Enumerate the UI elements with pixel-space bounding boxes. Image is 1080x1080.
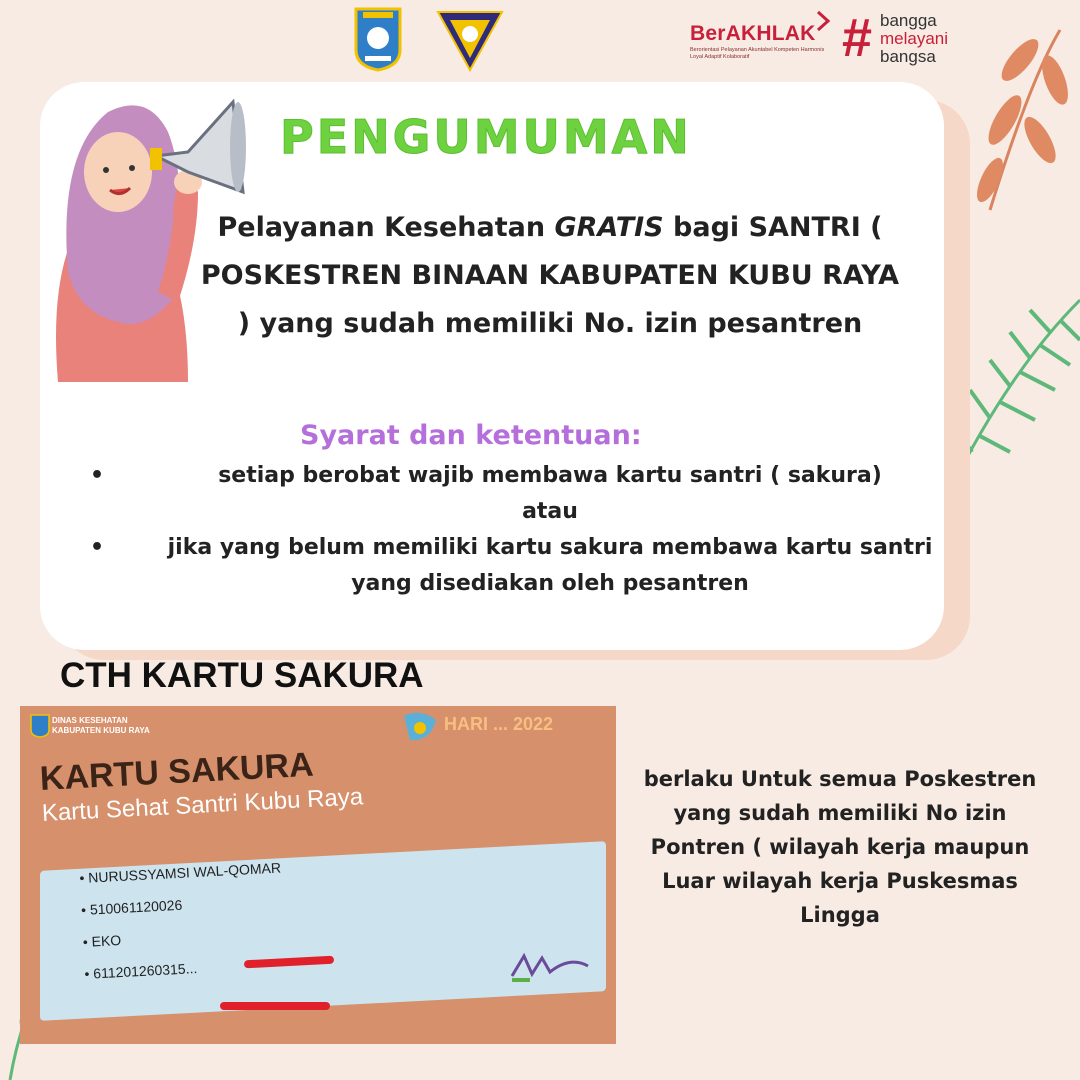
announcement-body: Pelayanan Kesehatan GRATIS bagi SANTRI ( POSKESTREN BINAAN KABUPATEN KUBU RAYA ) yang sudah memiliki No. izin pesantren (200, 212, 900, 339)
melayani-word: melayani (880, 29, 949, 48)
bangga-melayani-bangsa-logo (880, 12, 948, 66)
leaf-decoration-top-right (960, 20, 1080, 220)
field-parent: • EKO (82, 915, 285, 958)
validity-note: berlaku Untuk semua Poskestren yang sudah memiliki No izin Pontren ( wilayah kerja maupun Luar wilayah kerja Puskesmas Lingga (643, 767, 1037, 927)
kartu-title: KARTU SAKURA (38, 745, 315, 798)
kabupaten-small-logo (30, 714, 50, 738)
terms-item-1: • setiap berobat wajib membawa kartu santri ( sakura) (80, 458, 940, 494)
terms-list (80, 458, 940, 602)
kartu-subtitle: Kartu Sehat Santri Kubu Raya (41, 783, 364, 827)
field-id: • 611201260315... (84, 947, 287, 990)
terms-or: atau (522, 499, 578, 524)
field-number: • 510061120026 (80, 883, 283, 926)
kabupaten-logo (353, 6, 403, 72)
gratis-emphasis: GRATIS (554, 212, 664, 243)
bangsa-word: bangsa (880, 47, 936, 66)
announcement-title: PENGUMUMAN (280, 110, 692, 164)
signature-logo (510, 946, 590, 986)
berakhlak-logo-text: BerAKHLAK (690, 22, 816, 45)
dinas-label: DINAS KESEHATAN KABUPATEN KUBU RAYA (52, 716, 150, 735)
bangga-word: bangga (880, 11, 937, 30)
hari-label: HARI ... 2022 (444, 714, 554, 734)
berakhlak-chevron-icon (815, 10, 831, 32)
redaction-mark (220, 1002, 330, 1010)
kartu-sakura-photo (20, 706, 616, 1044)
hashtag-icon: # (842, 8, 873, 68)
terms-heading: Syarat dan ketentuan: (300, 420, 642, 451)
bullet-icon: • (90, 463, 105, 488)
terms-item-2: • jika yang belum memiliki kartu sakura membawa kartu santri yang disediakan oleh pesantren (80, 530, 940, 602)
bullet-icon: • (90, 535, 105, 560)
poskestren-logo (434, 6, 506, 72)
field-name: • NURUSSYAMSI WAL-QOMAR (79, 852, 282, 895)
example-heading: CTH KARTU SAKURA (60, 656, 424, 695)
hari-logo-icon (400, 712, 440, 744)
berakhlak-tagline: Berorientasi Pelayanan Akuntabel Kompeten Harmonis Loyal Adaptif Kolaboratif (690, 47, 825, 60)
card-fields (79, 852, 287, 990)
